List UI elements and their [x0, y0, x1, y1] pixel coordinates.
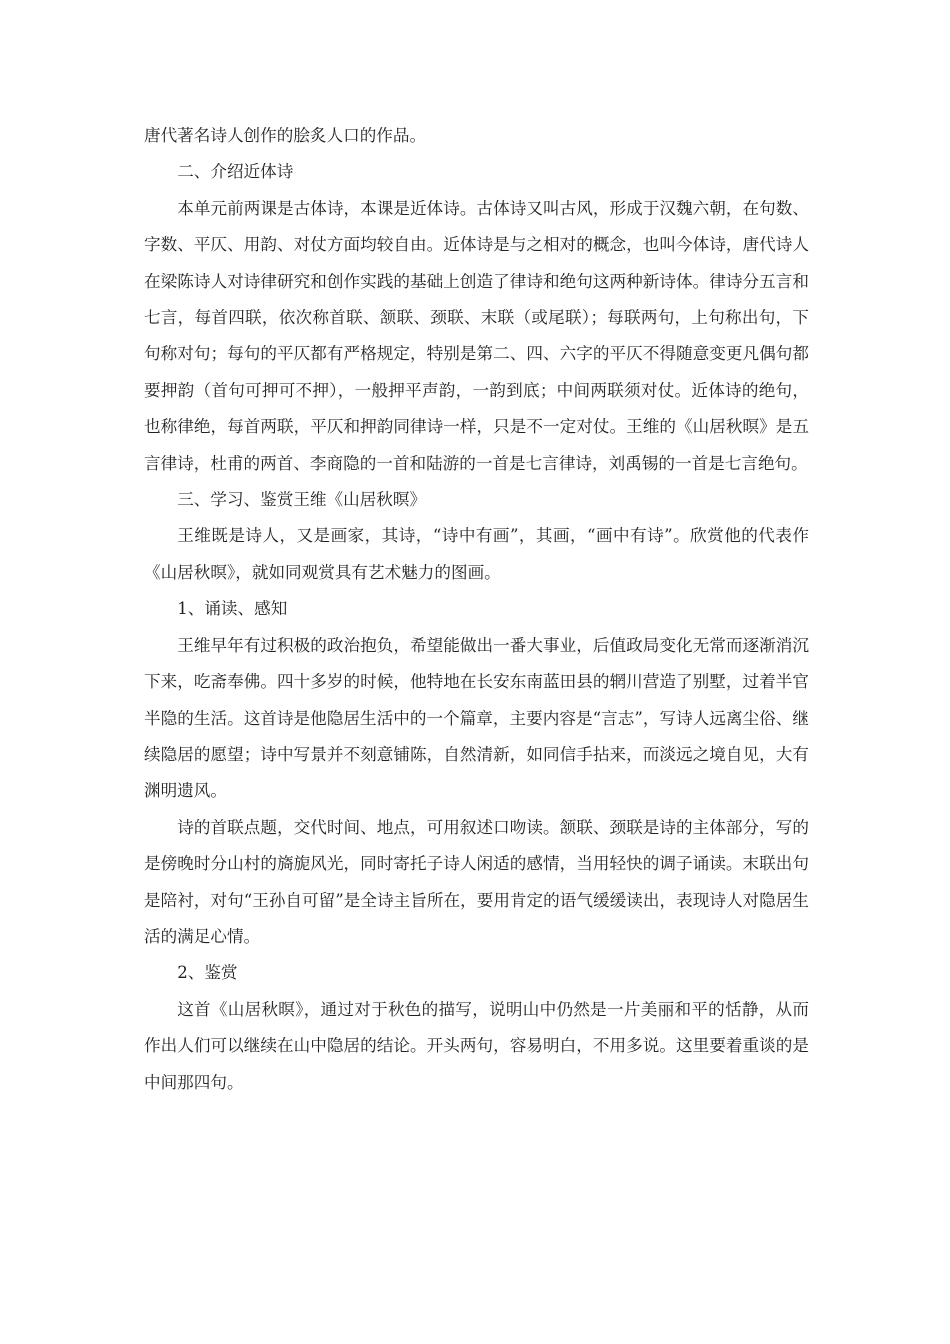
subheading-recite-perceive: 1、诵读、感知 [177, 599, 288, 619]
document-body [144, 118, 809, 1101]
section-heading-wang-wei: 三、学习、鉴赏王维《山居秋暝》 [177, 490, 427, 510]
paragraph-intro-continuation: 唐代著名诗人创作的脍炙人口的作品。 [144, 126, 427, 145]
section-heading-modern-poetry: 二、介绍近体诗 [177, 162, 294, 182]
paragraph-modern-poetry-explanation: 本单元前两课是古体诗，本课是近体诗。古体诗又叫古风，形成于汉魏六朝，在句数、字数、平仄、用韵、对仗方面均较自由。近体诗是与之相对的概念，也叫今体诗，唐代诗人在梁陈诗人对诗律研究和创作实践的基础上创造了律诗和绝句这两种新诗体。律诗分五言和七言，每首四联，依次称首联、颔联、颈联、末联（或尾联）；每联两句，上句称出句，下句称对句；每句的平仄都有严格规定，特别是第二、四、六字的平仄不得随意变更凡偶句都要押韵（首句可押可不押），一般押平声韵，一韵到底；中间两联须对仗。近体诗的绝句，也称律绝，每首两联，平仄和押韵同律诗一样，只是不一定对仗。王维的《山居秋暝》是五言律诗，杜甫的两首、李商隐的一首和陆游的一首是七言律诗，刘禹锡的一首是七言绝句。 [144, 198, 809, 473]
paragraph-reading-guidance: 诗的首联点题，交代时间、地点，可用叙述口吻读。颔联、颈联是诗的主体部分，写的是傍晚时分山村的旖旎风光，同时寄托子诗人闲适的感情，当用轻快的调子诵读。末联出句是陪衬，对句“王孙自可留”是全诗主旨所在，要用肯定的语气缓缓读出，表现诗人对隐居生活的满足心情。 [144, 817, 809, 946]
paragraph-appreciation: 这首《山居秋暝》，通过对于秋色的描写，说明山中仍然是一片美丽和平的恬静，从而作出人们可以继续在山中隐居的结论。开头两句，容易明白，不用多说。这里要着重谈的是中间那四句。 [144, 999, 809, 1092]
paragraph-wang-wei-intro: 王维既是诗人，又是画家，其诗，“诗中有画”，其画，“画中有诗”。欣赏他的代表作《山居秋暝》，就如同观赏具有艺术魅力的图画。 [144, 526, 809, 582]
paragraph-wang-wei-background: 王维早年有过积极的政治抱负，希望能做出一番大事业，后值政局变化无常而逐渐消沉下来，吃斋奉佛。四十多岁的时候，他特地在长安东南蓝田县的辋川营造了别墅，过着半官半隐的生活。这首诗是他隐居生活中的一个篇章，主要内容是“言志”，写诗人远离尘俗、继续隐居的愿望；诗中写景并不刻意铺陈，自然清新，如同信手拈来，而淡远之境自见，大有渊明遗风。 [144, 635, 809, 801]
subheading-appreciation: 2、鉴赏 [177, 963, 238, 983]
